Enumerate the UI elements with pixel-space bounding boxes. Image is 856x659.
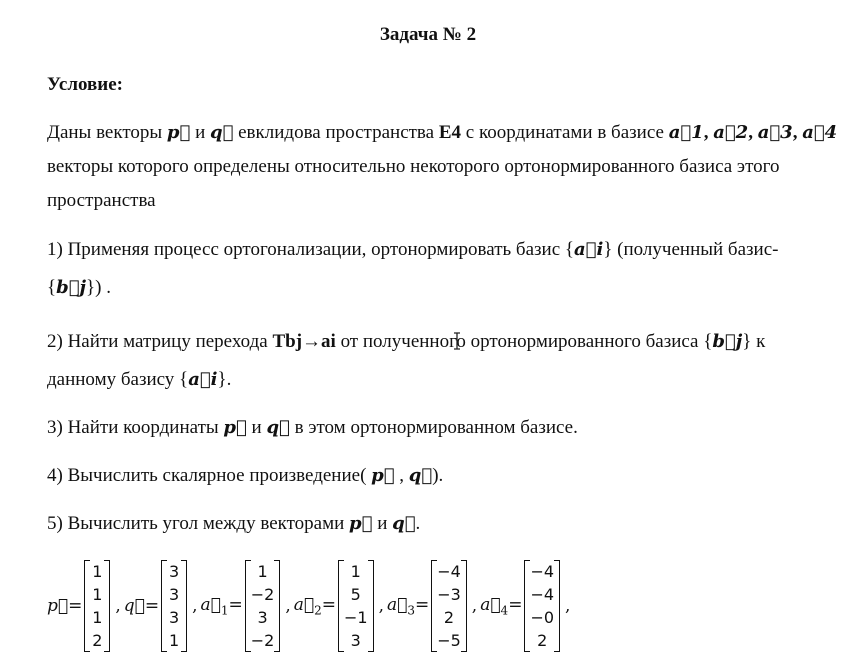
intro-line-1: Даны векторы p⃗ и q⃗ евклидова пространства E4 с координатами в базисе a⃗1, a⃗2, a⃗3, a⃗4 <box>47 122 838 143</box>
vector-entry: 1 <box>169 630 180 650</box>
vector-q-symbol: q⃗ <box>209 122 234 143</box>
vector-separator: , <box>378 596 384 616</box>
vector-entry: −4 <box>530 561 555 581</box>
intro-line-2: векторы которого определены относительно некоторого ортонормированного базиса этого <box>47 156 780 177</box>
vector-entry: −3 <box>437 584 461 604</box>
task-3: 3) Найти координаты p⃗ и q⃗ в этом ортонормированном базисе. <box>47 417 578 438</box>
vector-label: $a⃗_2=$ <box>293 594 336 618</box>
vector-entry: −2 <box>250 630 275 650</box>
vector-p-symbol: p⃗ <box>166 122 191 143</box>
vector-entry: −4 <box>437 561 461 581</box>
vector-entry: 2 <box>92 630 103 650</box>
vector-entry: 1 <box>350 561 361 581</box>
vector-label: $a⃗_4=$ <box>480 594 523 618</box>
vector-entry: −2 <box>250 584 275 604</box>
vector-entry: 5 <box>350 584 361 604</box>
vector-label: p⃗= <box>47 596 83 616</box>
task-1-line-1: 1) Применяя процесс ортогонализации, ортонормировать базис {a⃗i} (полученный базис- <box>47 239 779 260</box>
space-e4: E4 <box>438 122 462 143</box>
condition-heading: Условие: <box>47 74 123 95</box>
page-title: Задача № 2 <box>379 24 477 45</box>
column-vector <box>161 560 187 652</box>
vector-separator: , <box>115 596 121 616</box>
intro-line-3: пространства <box>47 190 156 211</box>
vector-entry: −1 <box>343 607 368 627</box>
vector-separator: , <box>192 596 198 616</box>
task-2-line-2: данному базису {a⃗i}. <box>47 369 232 390</box>
column-vector <box>84 560 110 652</box>
vector-label: $a⃗_1=$ <box>200 594 243 618</box>
column-vector <box>245 560 281 652</box>
vector-matrices <box>47 558 573 654</box>
column-vector <box>431 560 467 652</box>
task-2-line-1: 2) Найти матрицу перехода Tbj→ai от полученного ортонормированного базиса {b⃗j} к <box>47 331 766 352</box>
vector-entry: 3 <box>350 630 361 650</box>
vector-entry: 1 <box>92 607 103 627</box>
column-vector <box>524 560 560 652</box>
transition-matrix-symbol: Tbj→ai <box>272 331 336 352</box>
vector-entry: 3 <box>169 561 180 581</box>
vector-entry: −5 <box>437 630 461 650</box>
vector-separator: , <box>565 596 571 616</box>
vector-label: q⃗= <box>123 596 160 616</box>
vector-entry: 1 <box>92 584 103 604</box>
task-4: 4) Вычислить скалярное произведение( p⃗ , q⃗). <box>47 465 444 486</box>
column-vector <box>338 560 374 652</box>
vector-entry: 2 <box>537 630 548 650</box>
vector-label: $a⃗_3=$ <box>386 594 430 618</box>
vector-entry: 3 <box>169 584 180 604</box>
vector-entry: 1 <box>92 561 103 581</box>
vector-entry: 3 <box>169 607 180 627</box>
text-cursor-icon <box>453 332 461 350</box>
vector-entry: −4 <box>530 584 555 604</box>
vector-entry: 3 <box>257 607 268 627</box>
vector-entry: −0 <box>530 607 555 627</box>
vector-separator: , <box>285 596 291 616</box>
task-1-line-2: {b⃗j}) . <box>47 277 111 298</box>
vector-entry: 2 <box>443 607 455 627</box>
vector-entry: 1 <box>257 561 268 581</box>
task-5: 5) Вычислить угол между векторами p⃗ и q⃗. <box>47 513 421 534</box>
vector-separator: , <box>471 596 478 616</box>
